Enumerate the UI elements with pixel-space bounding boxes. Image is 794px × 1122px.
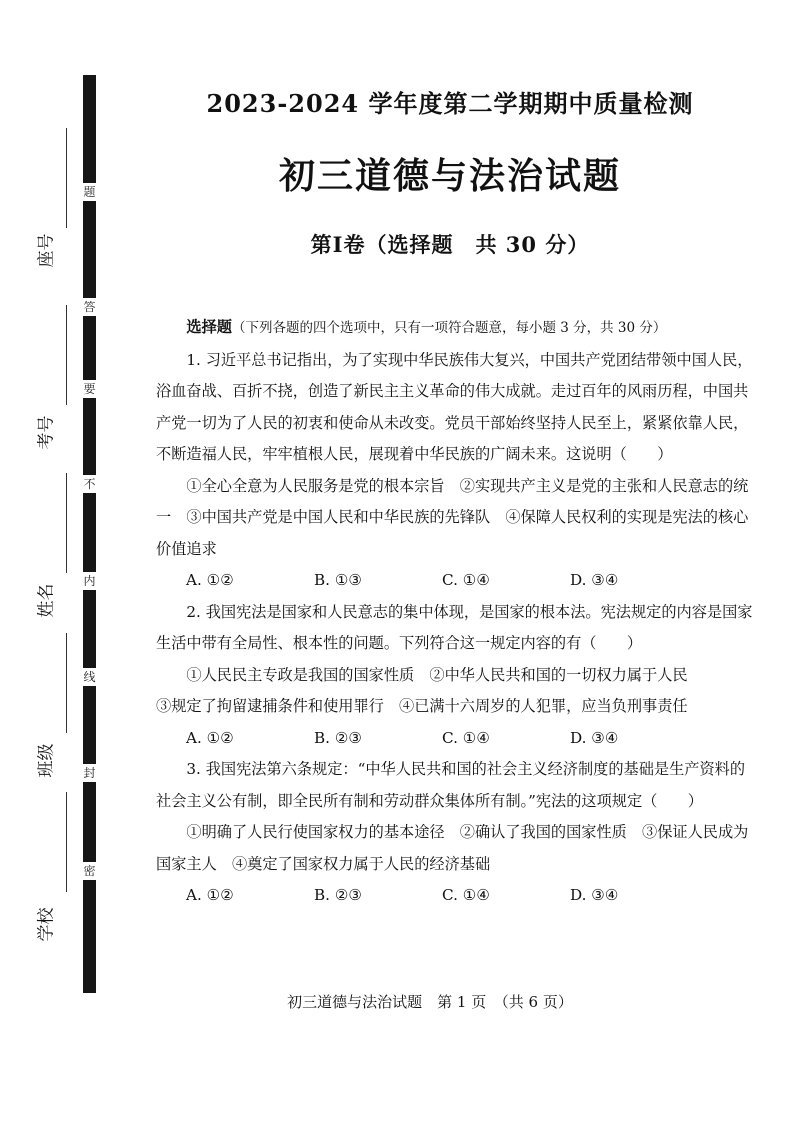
seal-char: 密: [83, 864, 96, 878]
field-label: 姓名: [36, 583, 57, 618]
fill-line: [66, 633, 67, 733]
page-footer: 初三道德与法治试题 第 1 页 （共 6 页）: [287, 993, 573, 1011]
question-statement-line: ①人民民主专政是我国的国家性质 ②中华人民共和国的一切权力属于人民: [186, 665, 688, 684]
fill-line: [66, 128, 67, 228]
field-label: 考号: [36, 415, 57, 450]
question-2: [156, 597, 756, 755]
field-label: 座号: [36, 233, 57, 268]
option-a[interactable]: A. ①②: [186, 728, 234, 747]
exam-term-title: 2023-2024 学年度第二学期期中质量检测: [206, 89, 694, 118]
name-field[interactable]: [24, 583, 64, 618]
fill-line: [66, 473, 67, 573]
answer-options: [156, 723, 756, 755]
option-b[interactable]: B. ②③: [314, 728, 363, 747]
question-stem: 3. 我国宪法第六条规定：“中华人民共和国的社会主义经济制度的基础是生产资料的社会主义公有制，即全民所有制和劳动群众集体所有制。”宪法的这项规定（ ）: [156, 760, 746, 810]
fill-line: [66, 792, 67, 892]
option-d[interactable]: D. ③④: [570, 728, 619, 747]
option-c[interactable]: C. ①④: [442, 886, 490, 904]
section-title: 第Ⅰ卷（选择题 共 30 分）: [310, 232, 590, 257]
option-b[interactable]: B. ②③: [314, 886, 363, 904]
seal-char: 线: [83, 670, 96, 684]
question-statements: ①明确了人民行使国家权力的基本途径 ②确认了我国的国家性质 ③保证人民成为国家主人 ④奠定了国家权力属于人民的经济基础: [156, 823, 749, 873]
question-stem: 1. 习近平总书记指出，为了实现中华民族伟大复兴，中国共产党团结带领中国人民，浴血奋战、百折不挠，创造了新民主主义革命的伟大成就。走过百年的风雨历程，中国共产党一切为了人民的初衷和使命从未改变。党员干部始终坚持人民至上，紧紧依靠人民，不断造福人民，牢牢植根人民，展现着中华民族的广阔未来。这说明（ ）: [156, 350, 753, 463]
class-field[interactable]: [24, 743, 64, 778]
instructions-text: （下列各题的四个选项中，只有一项符合题意，每小题 3 分，共 30 分）: [231, 320, 667, 336]
answer-options: [156, 565, 756, 597]
option-a[interactable]: A. ①②: [186, 886, 234, 904]
question-1: [156, 345, 756, 597]
option-d[interactable]: D. ③④: [570, 571, 619, 589]
school-field[interactable]: [24, 907, 64, 942]
seal-char: 封: [83, 766, 96, 780]
question-statement-line: ③规定了拘留逮捕条件和使用罪行 ④已满十六周岁的人犯罪，应当负刑事责任: [156, 697, 688, 715]
option-c[interactable]: C. ①④: [442, 571, 490, 589]
seal-char: 题: [83, 185, 96, 199]
option-a[interactable]: A. ①②: [186, 571, 234, 589]
option-c[interactable]: C. ①④: [442, 728, 490, 747]
question-stem: 2. 我国宪法是国家和人民意志的集中体现，是国家的根本法。宪法规定的内容是国家生活中带有全局性、根本性的问题。下列符合这一规定内容的有（ ）: [156, 602, 753, 652]
seal-char: 要: [83, 382, 96, 396]
question-statements: ①全心全意为人民服务是党的根本宗旨 ②实现共产主义是党的主张和人民意志的统一 ③中国共产党是中国人民和中华民族的先锋队 ④保障人民权利的实现是宪法的核心价值追求: [156, 476, 749, 558]
answer-options: [156, 880, 756, 912]
seal-char: 答: [83, 300, 96, 314]
field-label: 学校: [36, 907, 57, 942]
binding-seal-bar: [83, 75, 96, 993]
seal-char: 内: [83, 574, 96, 588]
seat-number-field[interactable]: [24, 233, 64, 268]
question-content: [156, 312, 756, 912]
field-label: 班级: [36, 743, 57, 778]
exam-subject-title: 初三道德与法治试题: [278, 155, 621, 197]
question-3: [156, 754, 756, 912]
fill-line: [66, 305, 67, 405]
option-d[interactable]: D. ③④: [570, 886, 619, 904]
seal-char: 不: [83, 477, 96, 491]
exam-number-field[interactable]: [24, 415, 64, 450]
instructions: [156, 312, 756, 345]
option-b[interactable]: B. ①③: [314, 571, 363, 589]
instructions-lead: 选择题: [186, 318, 232, 336]
